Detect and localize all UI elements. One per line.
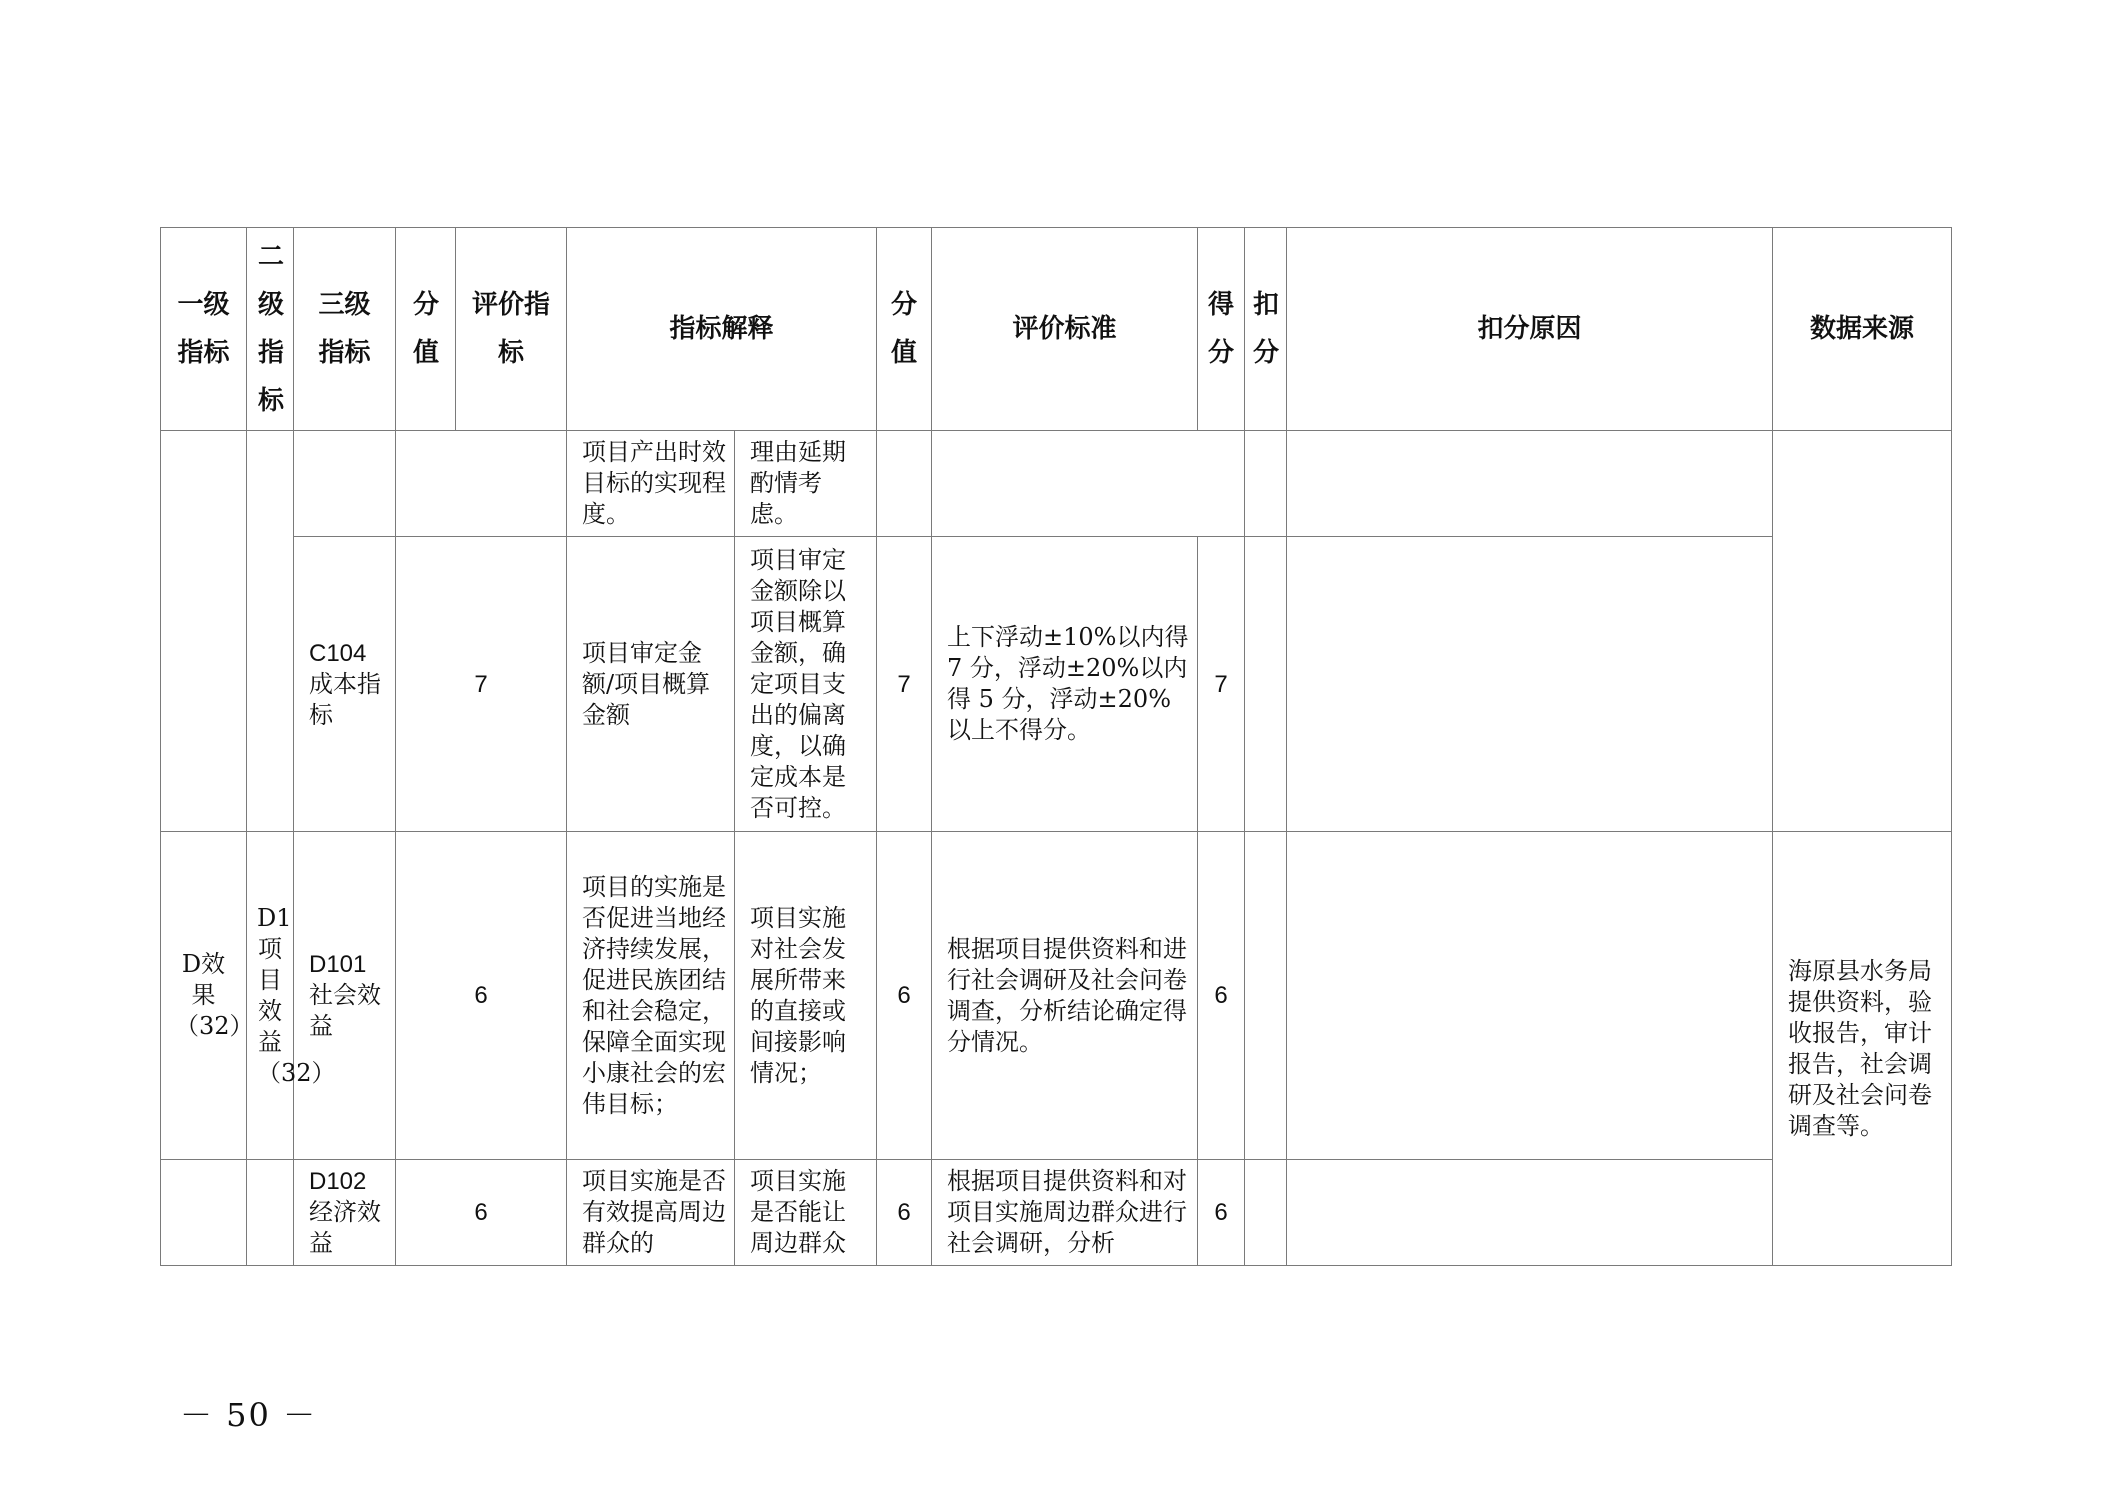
cell-explanation: 项目实施对社会发展所带来的直接或间接影响情况；	[735, 832, 877, 1160]
cell-score2: 6	[877, 1160, 932, 1266]
cell-standard: 根据项目提供资料和对项目实施周边群众进行社会调研，分析	[932, 1160, 1198, 1266]
cell-standard: 上下浮动±10%以内得 7 分，浮动±20%以内得 5 分，浮动±20%以上不得分。	[932, 537, 1198, 832]
header-eval-index: 评价指标	[456, 228, 567, 431]
header-score: 分值	[396, 228, 456, 431]
cell-eval-index: 项目实施是否有效提高周边群众的	[567, 1160, 735, 1266]
table-header-row	[161, 228, 1952, 431]
cell-score: 7	[396, 537, 567, 832]
cell-explanation: 项目实施是否能让周边群众	[735, 1160, 877, 1266]
header-got: 得分	[1198, 228, 1245, 431]
cell-score: 6	[396, 832, 567, 1160]
cell-source: 海原县水务局提供资料，验收报告，审计报告，社会调研及社会问卷调查等。	[1773, 832, 1952, 1266]
cell-level3: C104成本指标	[294, 537, 396, 832]
page-number: － 50 －	[180, 1396, 318, 1434]
table-row	[161, 1160, 1952, 1266]
cell-got: 6	[1198, 1160, 1245, 1266]
cell-level3: D101社会效益	[294, 832, 396, 1160]
cell-eval-index: 项目审定金额/项目概算金额	[567, 537, 735, 832]
cell-score2: 6	[877, 832, 932, 1160]
header-score2: 分值	[877, 228, 932, 431]
header-source: 数据来源	[1773, 228, 1952, 431]
cell-level1: D效果（32）	[161, 832, 247, 1160]
header-level2: 二级指标	[247, 228, 294, 431]
evaluation-table	[160, 227, 1952, 1266]
header-level1: 一级指标	[161, 228, 247, 431]
cell-eval-index: 项目产出时效目标的实现程度。	[567, 431, 735, 537]
table-row	[161, 537, 1952, 832]
header-reason: 扣分原因	[1287, 228, 1773, 431]
cell-score2: 7	[877, 537, 932, 832]
header-explanation: 指标解释	[567, 228, 877, 431]
cell-standard: 根据项目提供资料和进行社会调研及社会问卷调查，分析结论确定得分情况。	[932, 832, 1198, 1160]
cell-level3: D102经济效益	[294, 1160, 396, 1266]
header-standard: 评价标准	[932, 228, 1198, 431]
table-row	[161, 832, 1952, 1160]
cell-eval-index: 项目的实施是否促进当地经济持续发展，促进民族团结和社会稳定，保障全面实现小康社会的宏伟目标；	[567, 832, 735, 1160]
cell-level2: D1项目效益（32）	[247, 832, 294, 1160]
cell-score: 6	[396, 1160, 567, 1266]
header-level3: 三级指标	[294, 228, 396, 431]
cell-got: 6	[1198, 832, 1245, 1160]
header-deduct: 扣分	[1245, 228, 1287, 431]
cell-got: 7	[1198, 537, 1245, 832]
cell-explanation: 项目审定金额除以项目概算金额，确定项目支出的偏离度，以确定成本是否可控。	[735, 537, 877, 832]
table-row	[161, 431, 1952, 537]
cell-explanation: 理由延期酌情考虑。	[735, 431, 877, 537]
